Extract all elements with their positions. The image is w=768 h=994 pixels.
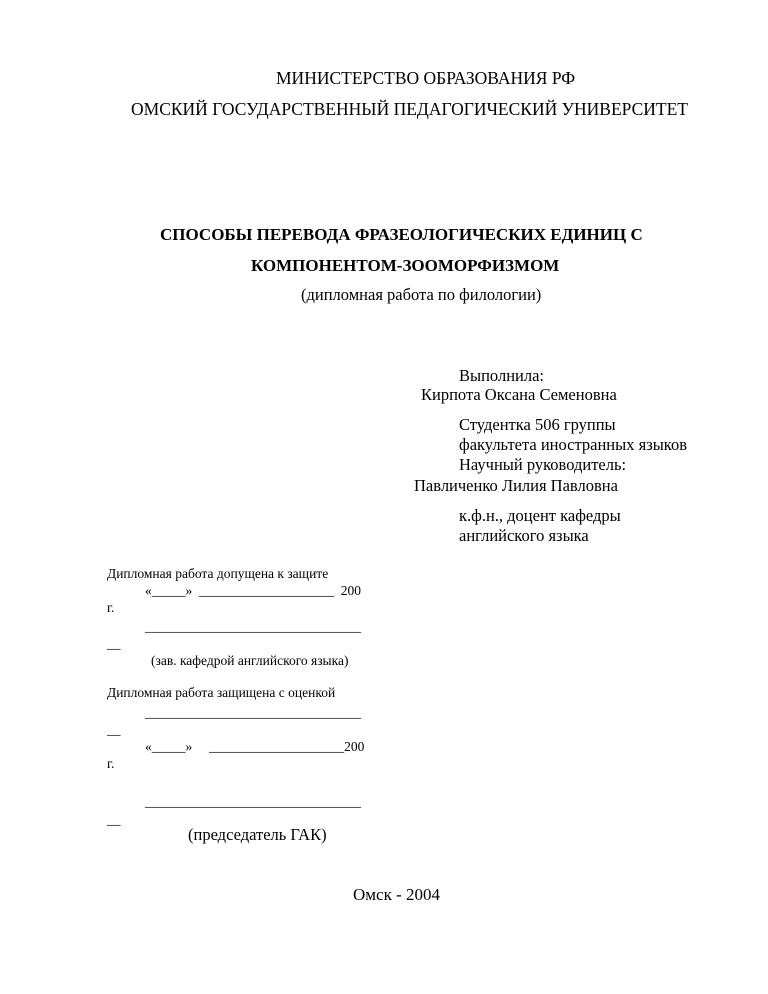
defense-year-suffix-2: г.	[107, 756, 115, 771]
defense-year-suffix: г.	[107, 600, 115, 615]
supervisor-label: Научный руководитель:	[459, 455, 627, 474]
grade-line: ________________________________	[145, 705, 361, 720]
university-heading: ОМСКИЙ ГОСУДАРСТВЕННЫЙ ПЕДАГОГИЧЕСКИЙ УНИВЕРСИТЕТ	[131, 99, 688, 119]
author-label: Выполнила:	[459, 366, 544, 385]
supervisor-department: английского языка	[459, 526, 589, 545]
ministry-heading: МИНИСТЕРСТВО ОБРАЗОВАНИЯ РФ	[276, 68, 576, 88]
head-signature-line: ________________________________	[145, 619, 361, 634]
head-caption: (зав. кафедрой английского языка)	[151, 653, 349, 668]
thesis-title-line-1: СПОСОБЫ ПЕРЕВОДА ФРАЗЕОЛОГИЧЕСКИХ ЕДИНИЦ С	[160, 225, 643, 244]
defense-admitted-text: Дипломная работа допущена к защите	[107, 566, 329, 581]
chair-caption: (председатель ГАК)	[188, 825, 327, 844]
author-group: Студентка 506 группы	[459, 415, 616, 434]
city-year: Омск - 2004	[353, 885, 441, 904]
author-name: Кирпота Оксана Семеновна	[421, 385, 617, 404]
thesis-title-line-2: КОМПОНЕНТОМ-ЗООМОРФИЗМОМ	[251, 256, 560, 275]
chair-signature-line: ________________________________	[145, 794, 361, 809]
grade-dash: __	[107, 722, 121, 737]
head-signature-dash: __	[107, 636, 121, 651]
defense-date-line-2: «_____» ____________________200	[145, 739, 365, 754]
author-faculty: факультета иностранных языков	[459, 435, 688, 454]
defense-graded-text: Дипломная работа защищена с оценкой	[107, 685, 336, 700]
chair-signature-dash: __	[107, 812, 121, 827]
thesis-subtitle: (дипломная работа по филологии)	[301, 285, 542, 304]
supervisor-name: Павличенко Лилия Павловна	[414, 476, 618, 495]
supervisor-title: к.ф.н., доцент кафедры	[459, 506, 621, 525]
defense-date-line: «_____» ____________________ 200	[145, 583, 361, 598]
